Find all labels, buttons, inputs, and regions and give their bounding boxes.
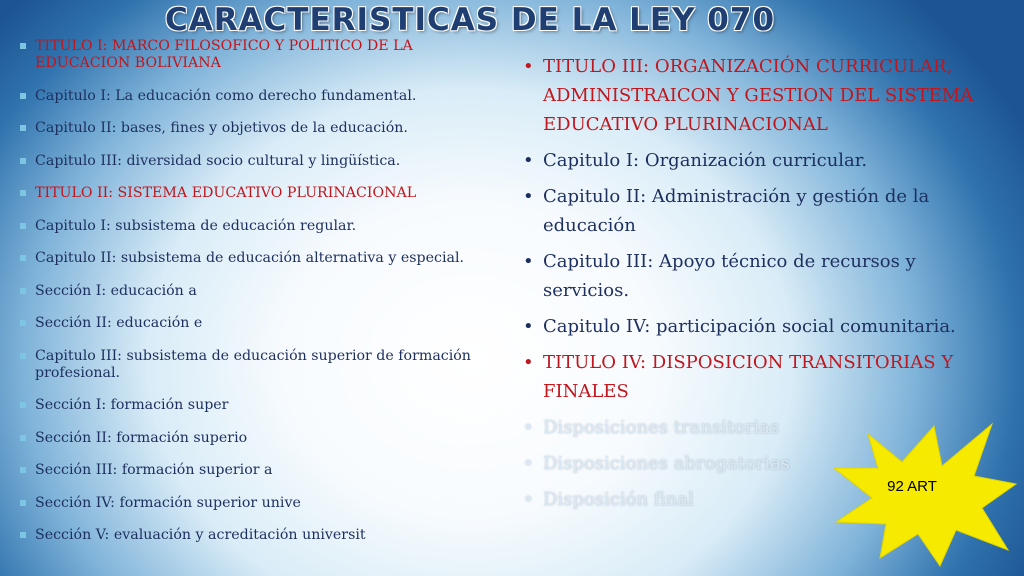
square-bullet-icon xyxy=(20,500,26,506)
right-list-item xyxy=(522,348,992,406)
right-item-text: TITULO III: ORGANIZACIÓN CURRICULAR, ADMINISTRAICON Y GESTION DEL SISTEMA EDUCATIVO PLURINACIONAL xyxy=(543,56,974,135)
left-bullet-list xyxy=(18,38,498,560)
left-list-item xyxy=(18,527,498,544)
starburst-shape xyxy=(834,424,1016,566)
left-list-item xyxy=(18,153,498,170)
square-bullet-icon xyxy=(20,190,26,196)
right-item-text: Disposición final xyxy=(543,489,694,510)
left-item-text: Sección I: formación super xyxy=(35,397,229,413)
right-item-text: Capitulo IV: participación social comunitaria. xyxy=(543,316,956,337)
left-list-item xyxy=(18,397,498,414)
right-list-item xyxy=(522,312,992,341)
square-bullet-icon xyxy=(20,288,26,294)
round-bullet-icon: • xyxy=(523,316,534,337)
left-list-item xyxy=(18,88,498,105)
right-item-text: Disposiciones abrogatorias xyxy=(543,453,791,474)
left-list-item xyxy=(18,250,498,267)
badge-label: 92 ART xyxy=(887,478,937,495)
right-item-text: Capitulo II: Administración y gestión de la educación xyxy=(543,186,930,236)
left-item-text: Sección I: educación a xyxy=(35,282,197,299)
right-list-item xyxy=(522,52,992,139)
left-list-item xyxy=(18,218,498,235)
left-item-text: Sección III: formación superior a xyxy=(35,462,273,478)
left-item-text: Capitulo III: subsistema de educación superior de formación profesional. xyxy=(35,347,471,381)
round-bullet-icon: • xyxy=(523,352,534,373)
left-list-item xyxy=(18,462,498,479)
left-item-text: TITULO II: SISTEMA EDUCATIVO PLURINACIONAL xyxy=(35,185,417,201)
square-bullet-icon xyxy=(20,320,26,326)
left-list-item xyxy=(18,185,498,202)
left-item-text: Capitulo III: diversidad socio cultural y lingüística. xyxy=(35,152,401,169)
left-item-text: Capitulo II: bases, fines y objetivos de la educación. xyxy=(35,120,408,136)
right-item-text: Capitulo I: Organización curricular. xyxy=(543,150,868,171)
round-bullet-icon: • xyxy=(523,453,534,474)
square-bullet-icon xyxy=(20,353,26,359)
round-bullet-icon: • xyxy=(523,150,534,171)
left-item-text: Sección II: educación e xyxy=(35,315,203,331)
round-bullet-icon: • xyxy=(523,56,534,77)
right-item-text: TITULO IV: DISPOSICION TRANSITORIAS Y FINALES xyxy=(543,352,954,402)
left-item-text: TITULO I: MARCO FILOSOFICO Y POLITICO DE LA EDUCACION BOLIVIANA xyxy=(35,38,413,71)
left-list-item xyxy=(18,315,498,332)
square-bullet-icon xyxy=(20,43,26,49)
left-item-text: Capitulo I: subsistema de educación regular. xyxy=(35,217,357,234)
right-item-text: Capitulo III: Apoyo técnico de recursos y servicios. xyxy=(543,251,916,301)
left-list-item xyxy=(18,430,498,447)
left-list-item xyxy=(18,283,498,300)
right-list-item xyxy=(522,247,992,305)
left-item-text: Capitulo II: subsistema de educación alternativa y especial. xyxy=(35,250,465,266)
left-item-text: Sección IV: formación superior unive xyxy=(35,494,301,511)
left-list-item xyxy=(18,38,498,72)
round-bullet-icon: • xyxy=(523,417,534,438)
square-bullet-icon xyxy=(20,402,26,408)
left-list-item xyxy=(18,495,498,512)
square-bullet-icon xyxy=(20,435,26,441)
square-bullet-icon xyxy=(20,158,26,164)
left-list-item xyxy=(18,120,498,137)
left-list-item xyxy=(18,348,498,382)
square-bullet-icon xyxy=(20,532,26,538)
round-bullet-icon: • xyxy=(523,251,534,272)
left-item-text: Sección II: formación superio xyxy=(35,429,248,446)
square-bullet-icon xyxy=(20,255,26,261)
square-bullet-icon xyxy=(20,93,26,99)
left-item-text: Capitulo I: La educación como derecho fundamental. xyxy=(35,87,417,104)
square-bullet-icon xyxy=(20,223,26,229)
round-bullet-icon: • xyxy=(523,186,534,207)
slide-title: CARACTERISTICAS DE LA LEY 070 xyxy=(164,2,776,38)
right-list-item xyxy=(522,182,992,240)
right-item-text: Disposiciones transitorias xyxy=(543,417,780,438)
square-bullet-icon xyxy=(20,125,26,131)
left-item-text: Sección V: evaluación y acreditación universit xyxy=(35,527,366,543)
square-bullet-icon xyxy=(20,467,26,473)
right-list-item xyxy=(522,146,992,175)
round-bullet-icon: • xyxy=(523,489,534,510)
